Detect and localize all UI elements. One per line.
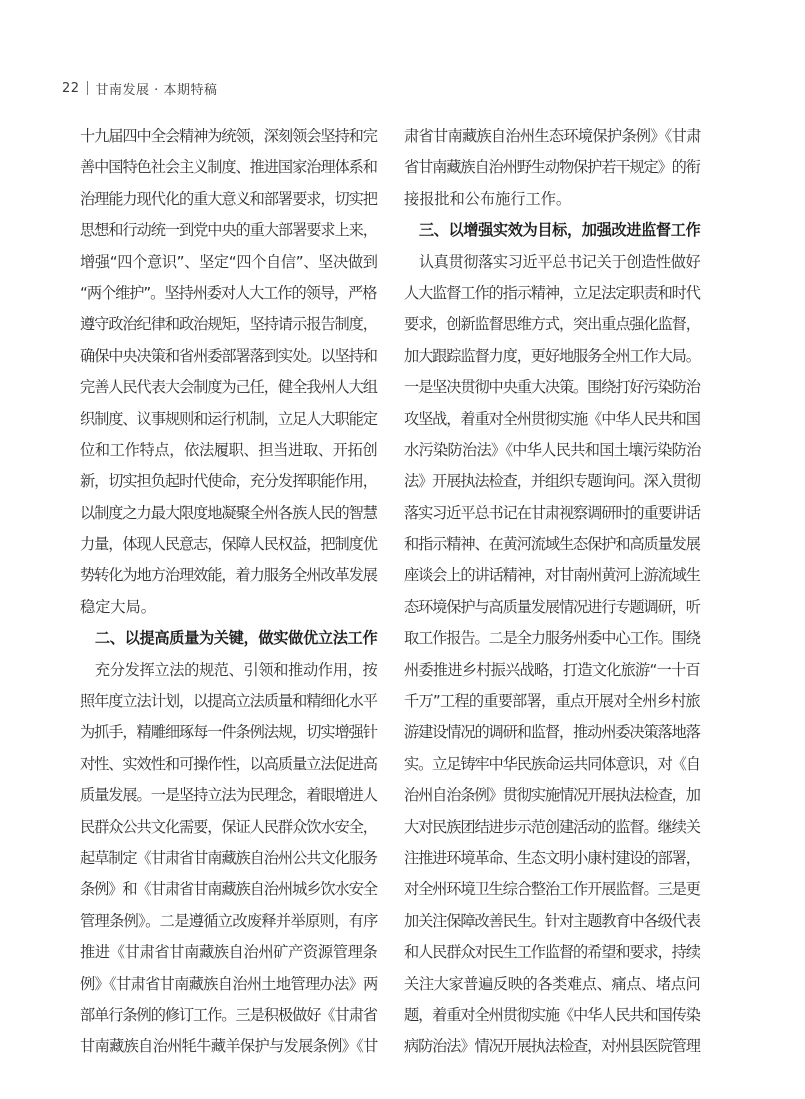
body-text-line: 力量，体现人民意志，保障人民权益，把制度优 (80, 535, 377, 554)
body-text-line: 一是坚决贯彻中央重大决策。围绕打好污染防治 (404, 378, 700, 397)
body-text-line: 加关注保障改善民生。针对主题教育中各级代表 (404, 911, 700, 930)
body-text-line: 对性、实效性和可操作性，以高质量立法促进高 (80, 754, 377, 773)
body-text-line: 部单行条例的修订工作。三是积极做好《甘肃省 (80, 1005, 377, 1024)
running-header (62, 78, 217, 98)
body-text-line: 要求，创新监督思维方式，突出重点强化监督， (404, 315, 700, 334)
body-text-line: 确保中央决策和省州委部署落到实处。以坚持和 (80, 346, 377, 365)
body-text-line: 水污染防治法》《中华人民共和国土壤污染防治 (404, 440, 701, 459)
body-text-line: 对全州环境卫生综合整治工作开展监督。三是更 (404, 880, 700, 899)
body-text-line: 落实习近平总书记在甘肃视察调研时的重要讲话 (404, 503, 700, 522)
body-text-line: 完善人民代表大会制度为己任，健全我州人大组 (80, 378, 377, 397)
header-divider (87, 81, 88, 95)
body-text-line: 省甘南藏族自治州野生动物保护若干规定》的衔 (404, 158, 700, 177)
body-text-line: 关注大家普遍反映的各类难点、痛点、堵点问 (404, 974, 701, 993)
body-text-line: 注推进环境革命、生态文明小康村建设的部署， (404, 848, 700, 867)
body-text-line: 和人民群众对民生工作监督的希望和要求，持续 (404, 943, 700, 962)
body-text-line: 加大跟踪监督力度，更好地服务全州工作大局。 (404, 346, 700, 365)
body-text-line: 织制度、议事规则和运行机制，立足人大职能定 (80, 409, 377, 428)
body-text-line: 善中国特色社会主义制度、推进国家治理体系和 (80, 158, 377, 177)
body-text-line: 取工作报告。二是全力服务州委中心工作。围绕 (404, 629, 700, 648)
body-text-line: 照年度立法计划，以提高立法质量和精细化水平 (80, 692, 377, 711)
body-text-line: 游建设情况的调研和监督，推动州委决策落地落 (404, 723, 700, 742)
body-text-line: 新，切实担负起时代使命，充分发挥职能作用， (80, 472, 377, 491)
body-text-line: 充分发挥立法的规范、引领和推动作用，按 (80, 660, 378, 679)
body-text-line: 增强“四个意识”、坚定“四个自信”、坚决做到 (80, 252, 378, 271)
body-text-line: “两个维护”。坚持州委对人大工作的领导，严格 (80, 283, 377, 302)
body-text-line: 稳定大局。 (80, 597, 156, 616)
body-text-line: 州委推进乡村振兴战略，打造文化旅游“一十百 (404, 660, 700, 679)
body-text-line: 人大监督工作的指示精神，立足法定职责和时代 (404, 283, 700, 302)
body-text-line: 以制度之力最大限度地凝聚全州各族人民的智慧 (80, 503, 377, 522)
body-text-line: 为抓手，精雕细琢每一件条例法规，切实增强针 (80, 723, 377, 742)
body-text-line: 法》开展执法检查，并组织专题询问。深入贯彻 (404, 472, 700, 491)
body-text-line: 位和工作特点，依法履职、担当进取、开拓创 (80, 440, 378, 459)
body-text-line: 十九届四中全会精神为统领，深刻领会坚持和完 (80, 127, 377, 145)
body-text-line: 座谈会上的讲话精神，对甘南州黄河上游流域生 (404, 566, 700, 585)
body-text-line: 起草制定《甘肃省甘南藏族自治州公共文化服务 (80, 848, 377, 867)
body-text-line: 遵守政治纪律和政治规矩，坚持请示报告制度， (80, 315, 377, 334)
header-title: 甘南发展 · 本期特稿 (95, 82, 218, 98)
body-text-line: 民群众公共文化需要，保证人民群众饮水安全， (80, 817, 377, 836)
section-heading: 三、以增强实效为目标，加强改进监督工作 (404, 221, 701, 240)
body-text-line: 接报批和公布施行工作。 (404, 189, 572, 208)
body-text-line: 思想和行动统一到党中央的重大部署要求上来， (80, 221, 377, 240)
body-text-line: 认真贯彻落实习近平总书记关于创造性做好 (404, 252, 701, 271)
body-text-line: 攻坚战，着重对全州贯彻实施《中华人民共和国 (404, 409, 700, 428)
body-text-line: 推进《甘肃省甘南藏族自治州矿产资源管理条 (80, 943, 378, 962)
section-heading: 二、以提高质量为关键，做实做优立法工作 (80, 629, 378, 648)
body-text-line: 态环境保护与高质量发展情况进行专题调研，听 (404, 597, 700, 616)
body-text-line: 治州自治条例》贯彻实施情况开展执法检查，加 (404, 786, 700, 805)
body-text-line: 和指示精神、在黄河流域生态保护和高质量发展 (404, 535, 700, 554)
body-text-line: 治理能力现代化的重大意义和部署要求，切实把 (80, 189, 377, 208)
body-text-line: 管理条例》。二是遵循立改废释并举原则，有序 (80, 911, 378, 930)
body-text-line: 实。立足铸牢中华民族命运共同体意识，对《自 (404, 754, 700, 773)
body-text-line: 例》《甘肃省甘南藏族自治州土地管理办法》两 (80, 974, 378, 993)
body-text-line: 病防治法》情况开展执法检查，对州县医院管理 (404, 1037, 700, 1056)
left-column (80, 121, 378, 1063)
body-text-line: 大对民族团结进步示范创建活动的监督。继续关 (404, 817, 700, 836)
body-text-line: 题，着重对全州贯彻实施《中华人民共和国传染 (404, 1005, 700, 1024)
body-text-line: 千万”工程的重要部署，重点开展对全州乡村旅 (404, 692, 700, 711)
body-text-line: 肃省甘南藏族自治州生态环境保护条例》《甘肃 (404, 127, 701, 145)
body-text-line: 条例》和《甘肃省甘南藏族自治州城乡饮水安全 (80, 880, 377, 899)
body-text-line: 甘南藏族自治州牦牛藏羊保护与发展条例》《甘 (80, 1037, 378, 1056)
right-column (404, 121, 701, 1063)
body-text-line: 势转化为地方治理效能，着力服务全州改革发展 (80, 566, 377, 585)
page-number: 22 (62, 80, 80, 96)
body-text-line: 质量发展。一是坚持立法为民理念，着眼增进人 (80, 786, 377, 805)
